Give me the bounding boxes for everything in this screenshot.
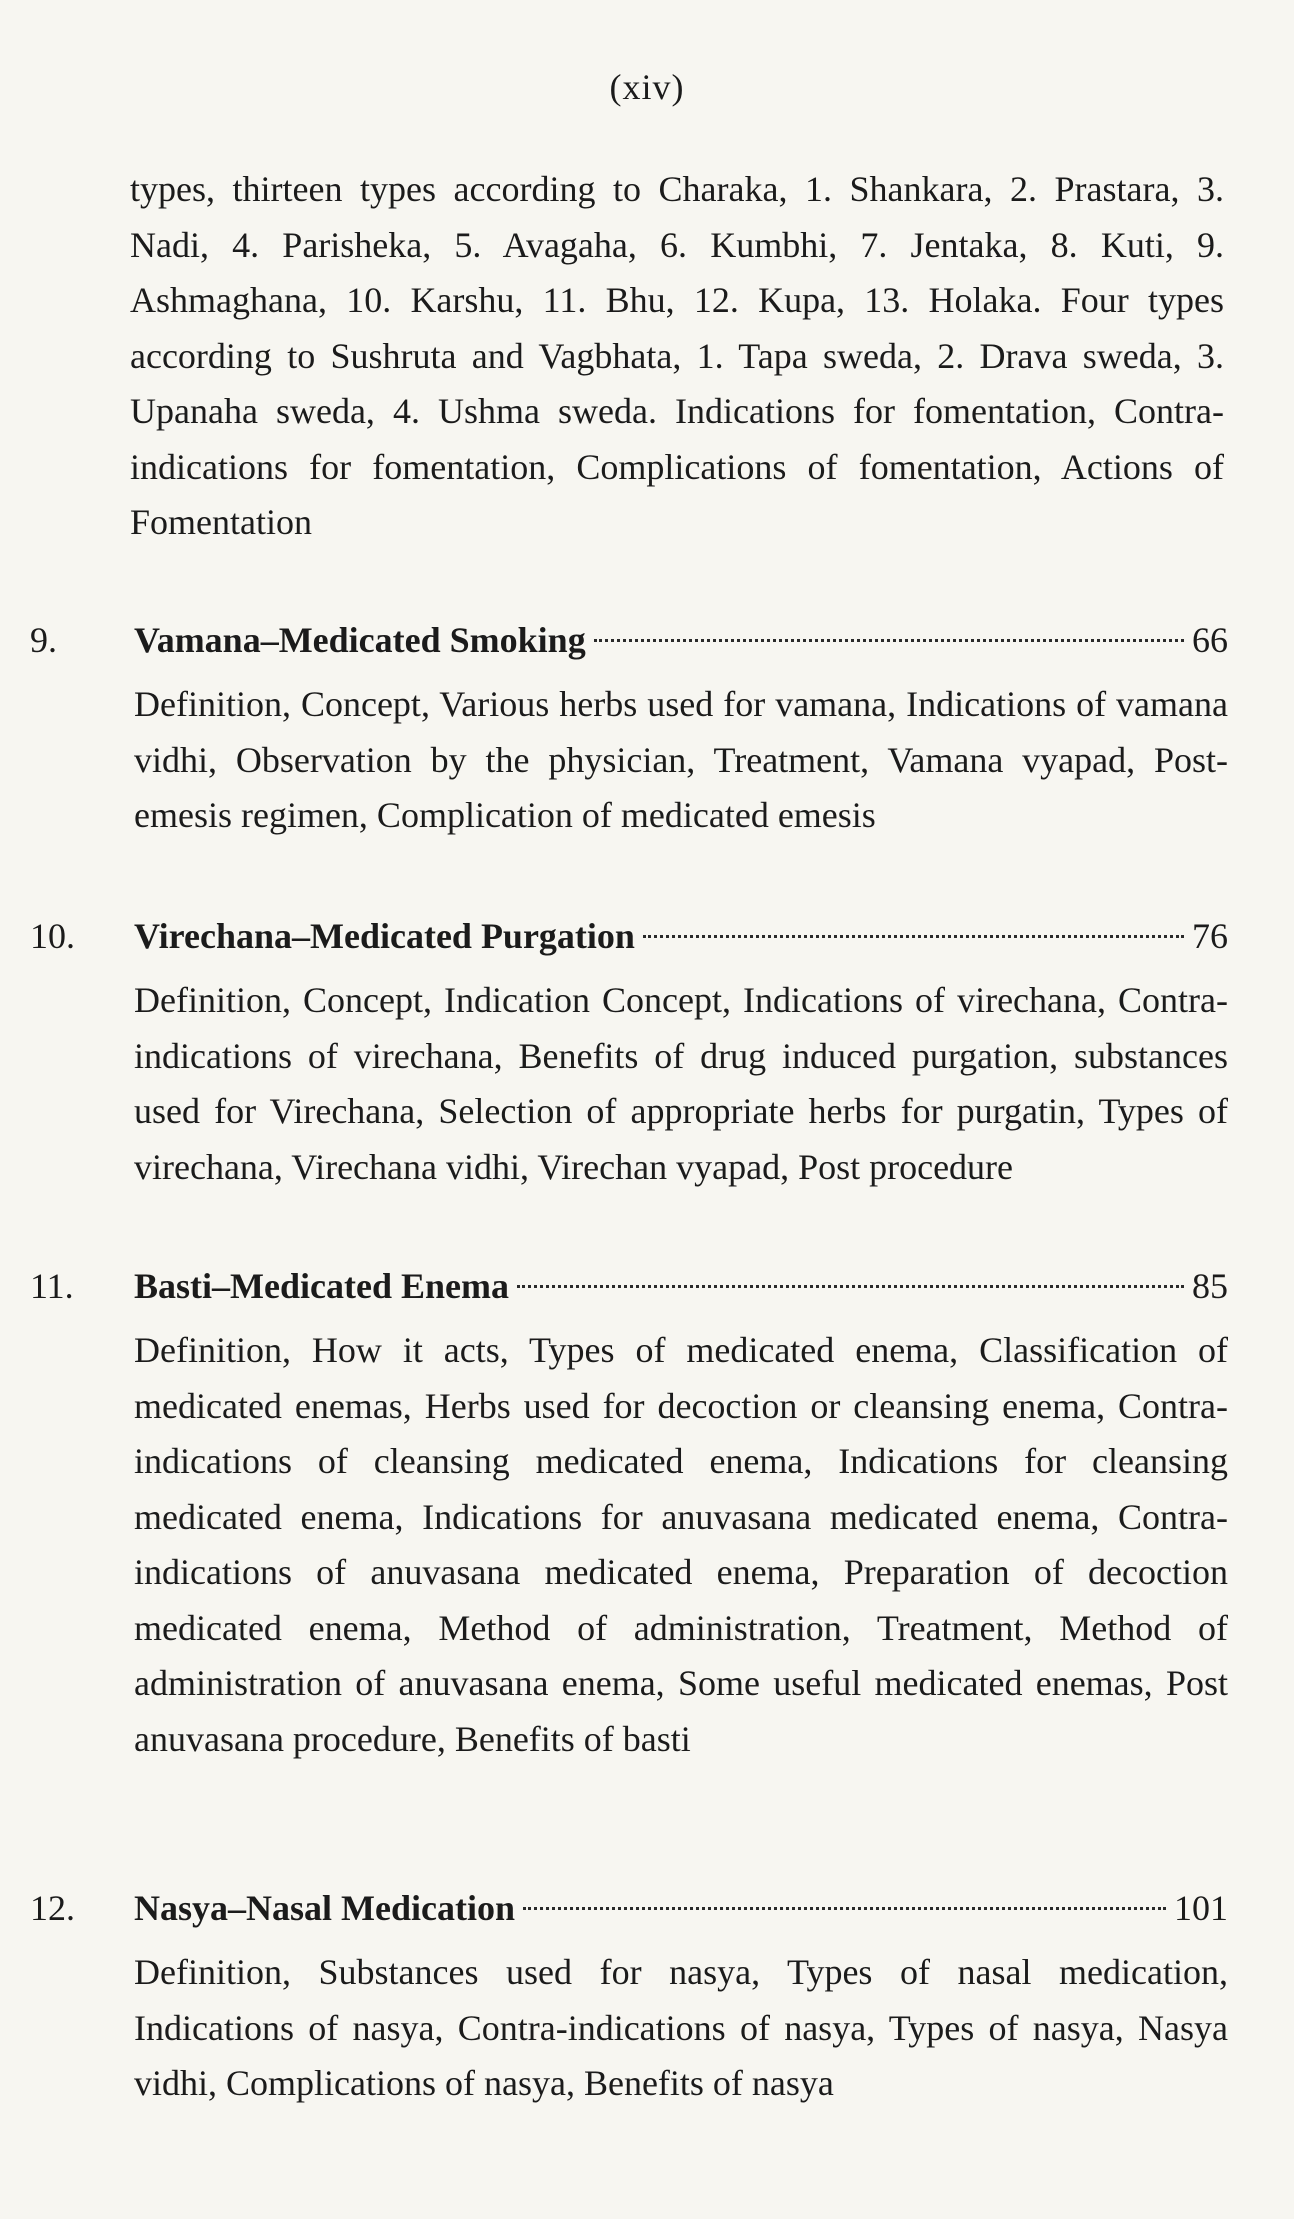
entry-title: Basti–Medicated Enema [134,1266,509,1306]
toc-entry-9-heading [30,612,1228,668]
entry-page-number: 101 [1174,1888,1228,1928]
dot-leader [517,1285,1184,1288]
entry-title: Virechana–Medicated Purgation [134,916,635,956]
entry-title: Vamana–Medicated Smoking [134,620,586,660]
entry-page-number: 85 [1192,1266,1228,1306]
entry-number: 11. [30,1266,74,1306]
dot-leader [643,935,1184,938]
toc-entry-10-description: Definition, Concept, Indication Concept, Indications of virechana, Contra-indications of virechana, Benefits of drug induced purgation, substances used for Virechana, Selection of appropriate herbs for purgatin, Types of virechana, Virechana vidhi, Virechan vyapad, Post procedure [134,980,1228,1187]
toc-entry-11-description: Definition, How it acts, Types of medicated enema, Classification of medicated enemas, Herbs used for decoction or cleansing enema, Contra-indications of cleansing medicated enema, Indications for cleansing medicated enema, Indications for anuvasana medicated enema, Contra-indications of anuvasana medicated enema, Preparation of decoction medicated enema, Method of administration, Treatment, Method of administration of anuvasana enema, Some useful medicated enemas, Post anuvasana procedure, Benefits of basti [134,1330,1228,1759]
continued-entry-text: types, thirteen types according to Charaka, 1. Shankara, 2. Prastara, 3. Nadi, 4. Parisheka, 5. Avagaha, 6. Kumbhi, 7. Jentaka, 8. Kuti, 9. Ashmaghana, 10. Karshu, 11. Bhu, 12. Kupa, 13. Holaka. Four types according to Sushruta and Vagbhata, 1. Tapa sweda, 2. Drava sweda, 3. Upanaha sweda, 4. Ushma sweda. Indications for fomentation, Contra-indications for fomentation, Complications of fomentation, Actions of Fomentation [130,169,1224,542]
entry-title: Nasya–Nasal Medication [134,1888,515,1928]
entry-number: 10. [30,916,75,956]
page-number: (xiv) [609,67,685,107]
entry-number: 9. [30,620,57,660]
entry-page-number: 66 [1192,620,1228,660]
entry-number: 12. [30,1888,75,1928]
toc-entry-12-heading [30,1880,1228,1936]
toc-entry-12-description: Definition, Substances used for nasya, Types of nasal medication, Indications of nasya, Contra-indications of nasya, Types of nasya, Nasya vidhi, Complications of nasya, Benefits of nasya [134,1952,1228,2103]
entry-page-number: 76 [1192,916,1228,956]
dot-leader [594,639,1184,642]
toc-entry-9-description: Definition, Concept, Various herbs used for vamana, Indications of vamana vidhi, Observation by the physician, Treatment, Vamana vyapad, Post-emesis regimen, Complication of medicated emesis [134,684,1228,835]
dot-leader [523,1907,1166,1910]
toc-entry-11-heading [30,1258,1228,1314]
toc-entry-10-heading [30,908,1228,964]
